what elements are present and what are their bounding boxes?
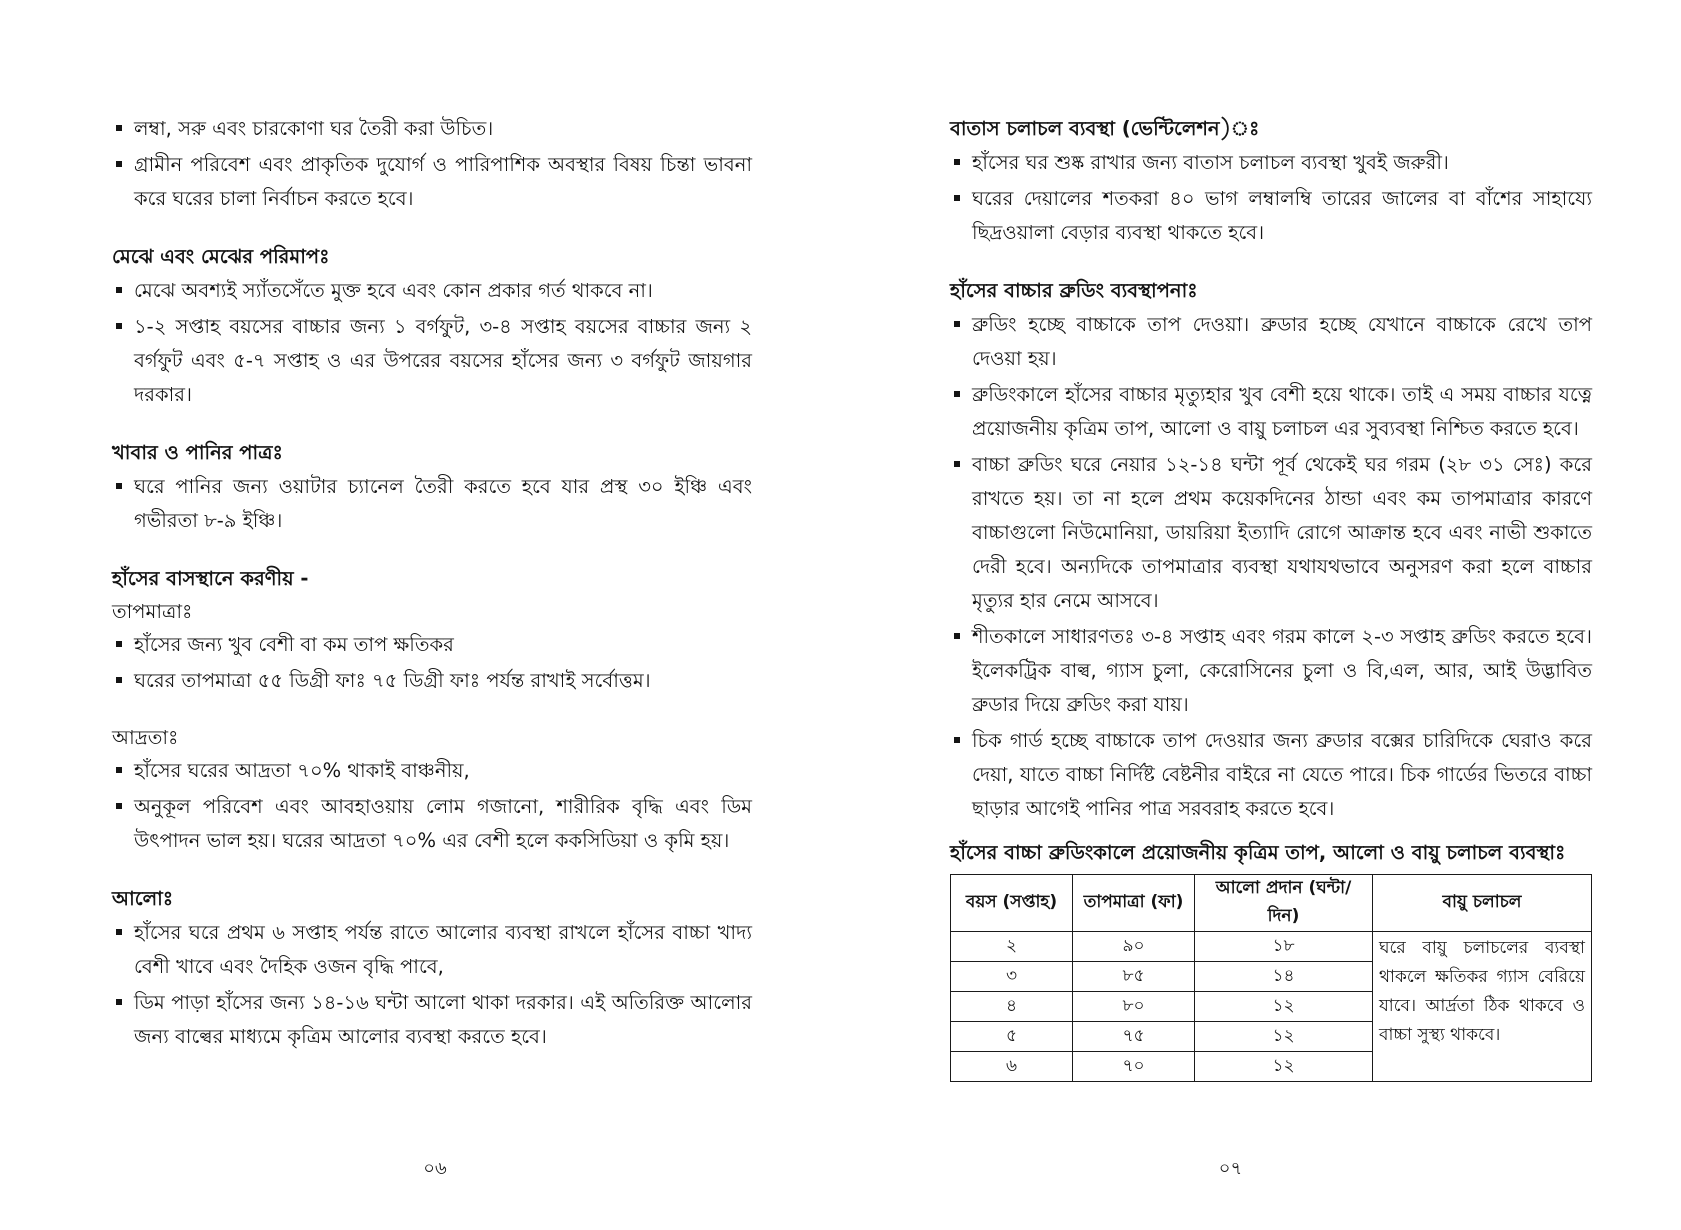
humidity-label: আদ্রতাঃ <box>112 726 179 749</box>
table-cell: ৭৫ <box>1073 1022 1195 1052</box>
list-item: ব্রুডিংকালে হাঁসের বাচ্চার মৃত্যুহার খুব বেশী হয়ে থাকে। তাই এ সময় বাচ্চার যত্নে প্রয়োজনীয় কৃত্রিম তাপ, আলো ও বায়ু চলাচল এর সুব্যবস্থা নিশ্চিত করতে হবে। <box>950 378 1592 446</box>
table-heading: হাঁসের বাচ্চা ব্রুডিংকালে প্রয়োজনীয় কৃত্রিম তাপ, আলো ও বায়ু চলাচল ব্যবস্থাঃ <box>950 841 1566 864</box>
column-header: আলো প্রদান (ঘন্টা/দিন) <box>1195 875 1373 932</box>
list-item: হাঁসের ঘরে প্রথম ৬ সপ্তাহ পর্যন্ত রাতে আলোর ব্যবস্থা রাখলে হাঁসের বাচ্চা খাদ্য বেশী খাবে এবং দৈহিক ওজন বৃদ্ধি পাবে, <box>112 916 752 984</box>
list-item: ডিম পাড়া হাঁসের জন্য ১৪-১৬ ঘন্টা আলো থাকা দরকার। এই অতিরিক্ত আলোর জন্য বাল্বের মাধ্যমে কৃত্রিম আলোর ব্যবস্থা করতে হবে। <box>112 986 752 1054</box>
table-cell: ৬ <box>951 1052 1073 1082</box>
list-item: বাচ্চা ব্রুডিং ঘরে নেয়ার ১২-১৪ ঘন্টা পূর্ব থেকেই ঘর গরম (২৮ ৩১ সেঃ) করে রাখতে হয়। তা না হলে প্রথম কয়েকদিনের ঠান্ডা এবং কম তাপমাত্রার কারণে বাচ্চাগুলো নিউমোনিয়া, ডায়রিয়া ইত্যাদি রোগে আক্রান্ত হবে এবং নাভী শুকাতে দেরী হবে। অন্যদিকে তাপমাত্রার ব্যবস্থা যথাযথভাবে অনুসরণ করা হলে বাচ্চার মৃত্যুর হার নেমে আসবে। <box>950 448 1592 618</box>
table-cell: ৩ <box>951 962 1073 992</box>
table-cell: ৭০ <box>1073 1052 1195 1082</box>
light-heading: আলোঃ <box>112 887 174 910</box>
table-header-row <box>951 875 1592 932</box>
temperature-label: তাপমাত্রাঃ <box>112 600 193 623</box>
brooding-table <box>950 874 1592 1082</box>
table-cell: ১৮ <box>1195 932 1373 962</box>
ventilation-list <box>950 146 1592 250</box>
list-item: ঘরের দেয়ালের শতকরা ৪০ ভাগ লম্বালম্বি তারের জালের বা বাঁশের সাহায্যে ছিদ্রওয়ালা বেড়ার ব্যবস্থা থাকতে হবে। <box>950 182 1592 250</box>
column-header: বায়ু চলাচল <box>1373 875 1592 932</box>
table-cell: ৮৫ <box>1073 962 1195 992</box>
table-cell: ৯০ <box>1073 932 1195 962</box>
table-row <box>951 932 1592 962</box>
list-item: ১-২ সপ্তাহ বয়সের বাচ্চার জন্য ১ বর্গফুট, ৩-৪ সপ্তাহ বয়সের বাচ্চার জন্য ২ বর্গফুট এবং ৫-৭ সপ্তাহ ও এর উপরের বয়সের হাঁসের জন্য ৩ বর্গফুট জায়গার দরকার। <box>112 310 752 412</box>
list-item: লম্বা, সরু এবং চারকোণা ঘর তৈরী করা উচিত। <box>112 112 752 146</box>
table-cell: ২ <box>951 932 1073 962</box>
brooding-list <box>950 308 1592 826</box>
left-column <box>112 112 752 1056</box>
list-item: ঘরে পানির জন্য ওয়াটার চ্যানেল তৈরী করতে হবে যার প্রস্থ ৩০ ইঞ্চি এবং গভীরতা ৮-৯ ইঞ্চি। <box>112 470 752 538</box>
list-item: হাঁসের ঘর শুষ্ক রাখার জন্য বাতাস চলাচল ব্যবস্থা খুবই জরুরী। <box>950 146 1592 180</box>
brooding-heading: হাঁসের বাচ্চার ব্রুডিং ব্যবস্থাপনাঃ <box>950 279 1198 302</box>
table-cell: ১৪ <box>1195 962 1373 992</box>
light-list <box>112 916 752 1054</box>
temperature-list <box>112 628 752 698</box>
housing-heading: হাঁসের বাসস্থানে করণীয় - <box>112 567 309 590</box>
intro-list <box>112 112 752 216</box>
right-column <box>950 112 1592 1082</box>
column-header: তাপমাত্রা (ফা) <box>1073 875 1195 932</box>
humidity-list <box>112 754 752 858</box>
column-header: বয়স (সপ্তাহ) <box>951 875 1073 932</box>
right-page <box>840 0 1681 1230</box>
list-item: হাঁসের জন্য খুব বেশী বা কম তাপ ক্ষতিকর <box>112 628 752 662</box>
page-number: ০৭ <box>1218 1158 1243 1179</box>
list-item: চিক গার্ড হচ্ছে বাচ্চাকে তাপ দেওয়ার জন্য ব্রুডার বক্সের চারিদিকে ঘেরাও করে দেয়া, যাতে বাচ্চা নির্দিষ্ট বেষ্টনীর বাইরে না যেতে পারে। চিক গার্ডের ভিতরে বাচ্চা ছাড়ার আগেই পানির পাত্র সরবরাহ করতে হবে। <box>950 724 1592 826</box>
left-page <box>0 0 840 1230</box>
table-cell: ১২ <box>1195 1022 1373 1052</box>
floor-heading: মেঝে এবং মেঝের পরিমাপঃ <box>112 245 330 268</box>
table-cell: ১২ <box>1195 992 1373 1022</box>
table-cell: ৫ <box>951 1022 1073 1052</box>
list-item: মেঝে অবশ্যই স্যাঁতসেঁতে মুক্ত হবে এবং কোন প্রকার গর্ত থাকবে না। <box>112 274 752 308</box>
list-item: ব্রুডিং হচ্ছে বাচ্চাকে তাপ দেওয়া। ব্রুডার হচ্ছে যেখানে বাচ্চাকে রেখে তাপ দেওয়া হয়। <box>950 308 1592 376</box>
ventilation-note: ঘরে বায়ু চলাচলের ব্যবস্থা থাকলে ক্ষতিকর গ্যাস বেরিয়ে যাবে। আর্দ্রতা ঠিক থাকবে ও বাচ্চা সুস্থ্য থাকবে। <box>1373 932 1592 1082</box>
feeder-list <box>112 470 752 538</box>
table-cell: ৮০ <box>1073 992 1195 1022</box>
list-item: শীতকালে সাধারণতঃ ৩-৪ সপ্তাহ এবং গরম কালে ২-৩ সপ্তাহ ব্রুডিং করতে হবে। ইলেকট্রিক বাল্ব, গ্যাস চুলা, কেরোসিনের চুলা ও বি,এল, আর, আই উদ্ভাবিত ব্রুডার দিয়ে ব্রুডিং করা যায়। <box>950 620 1592 722</box>
ventilation-heading: বাতাস চলাচল ব্যবস্থা (ভেন্টিলেশন)ঃ <box>950 117 1260 140</box>
page-number: ০৬ <box>423 1158 447 1179</box>
list-item: হাঁসের ঘরের আদ্রতা ৭০% থাকাই বাঞ্চনীয়, <box>112 754 752 788</box>
list-item: গ্রামীন পরিবেশ এবং প্রাকৃতিক দুযোর্গ ও পারিপাশিক অবস্থার বিষয় চিন্তা ভাবনা করে ঘরের চালা নির্বাচন করতে হবে। <box>112 148 752 216</box>
feeder-heading: খাবার ও পানির পাত্রঃ <box>112 441 283 464</box>
table-cell: ১২ <box>1195 1052 1373 1082</box>
list-item: ঘরের তাপমাত্রা ৫৫ ডিগ্রী ফাঃ ৭৫ ডিগ্রী ফাঃ পর্যন্ত রাখাই সর্বোত্তম। <box>112 664 752 698</box>
table-cell: ৪ <box>951 992 1073 1022</box>
list-item: অনুকূল পরিবেশ এবং আবহাওয়ায় লোম গজানো, শারীরিক বৃদ্ধি এবং ডিম উৎপাদন ভাল হয়। ঘরের আদ্রতা ৭০% এর বেশী হলে ককসিডিয়া ও কৃমি হয়। <box>112 790 752 858</box>
floor-list <box>112 274 752 412</box>
